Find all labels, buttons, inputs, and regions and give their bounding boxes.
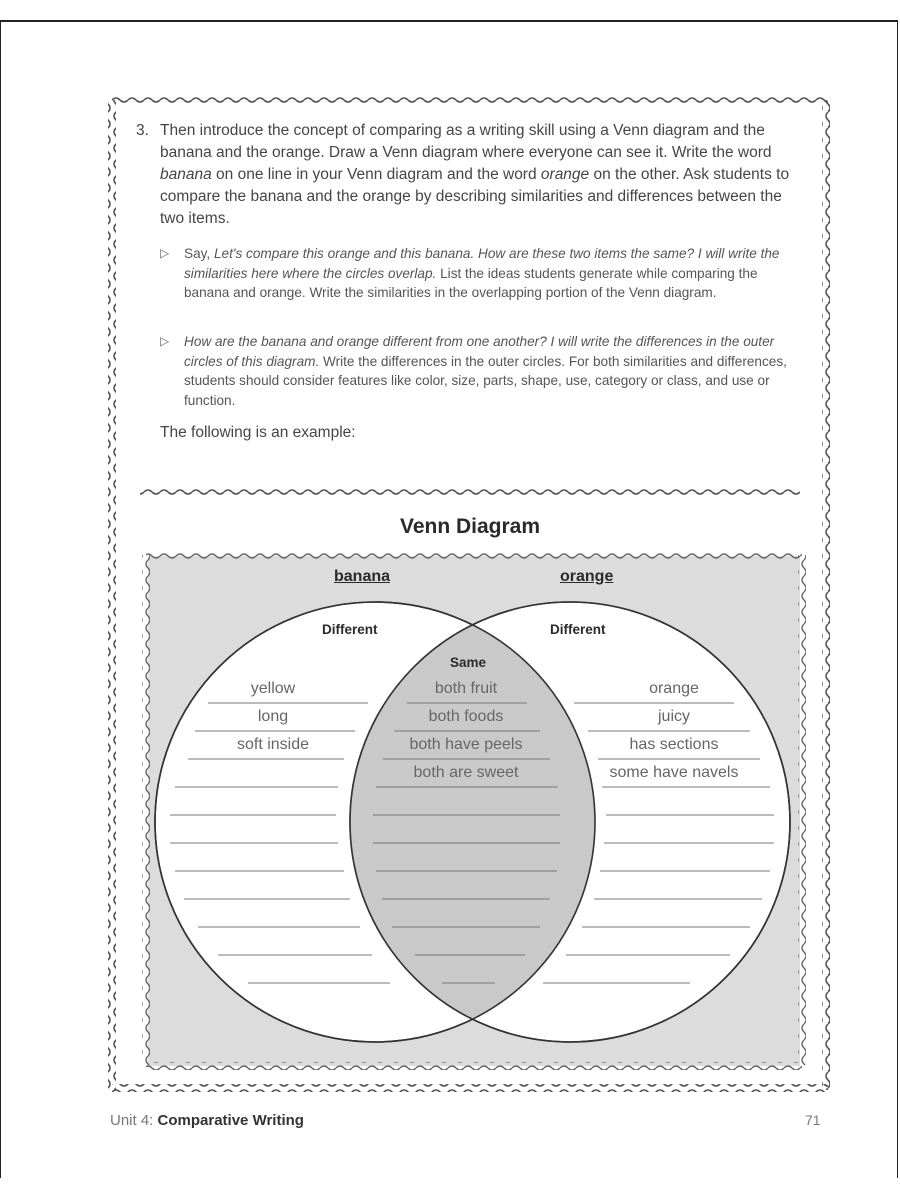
arrow-bullet-icon: ▷	[160, 246, 170, 260]
right-different-label: Different	[550, 622, 606, 637]
left-item: soft inside	[236, 736, 310, 753]
diagram-title: Venn Diagram	[399, 515, 541, 538]
center-item: both are sweet	[413, 764, 519, 781]
banana-heading: banana	[334, 568, 391, 585]
left-different-label: Different	[322, 622, 378, 637]
center-item: both have peels	[409, 736, 523, 753]
example-intro: The following is an example:	[160, 424, 356, 441]
right-item: has sections	[629, 736, 719, 753]
center-item: both fruit	[434, 680, 498, 697]
same-label: Same	[450, 655, 487, 670]
right-item: orange	[649, 680, 699, 697]
right-item: juicy	[657, 708, 690, 725]
left-item: yellow	[250, 680, 296, 697]
step-number: 3.	[136, 122, 149, 139]
step-text: Then introduce the concept of comparing as a writing skill using a Venn diagram and the banana and the orange. Draw a Venn diagram where everyone can see it. Write the word banana on one line in your Venn diagram and the word orange on the other. Ask students to compare the banana and the orange by describing similarities and differences between the two items.	[160, 122, 790, 227]
arrow-bullet-icon: ▷	[160, 334, 170, 348]
page-number: 71	[805, 1112, 821, 1128]
center-item: both foods	[428, 708, 504, 725]
orange-heading: orange	[560, 568, 614, 585]
footer-unit: Unit 4: Comparative Writing	[110, 1112, 304, 1129]
left-item: long	[257, 708, 289, 725]
right-item: some have navels	[609, 764, 739, 781]
